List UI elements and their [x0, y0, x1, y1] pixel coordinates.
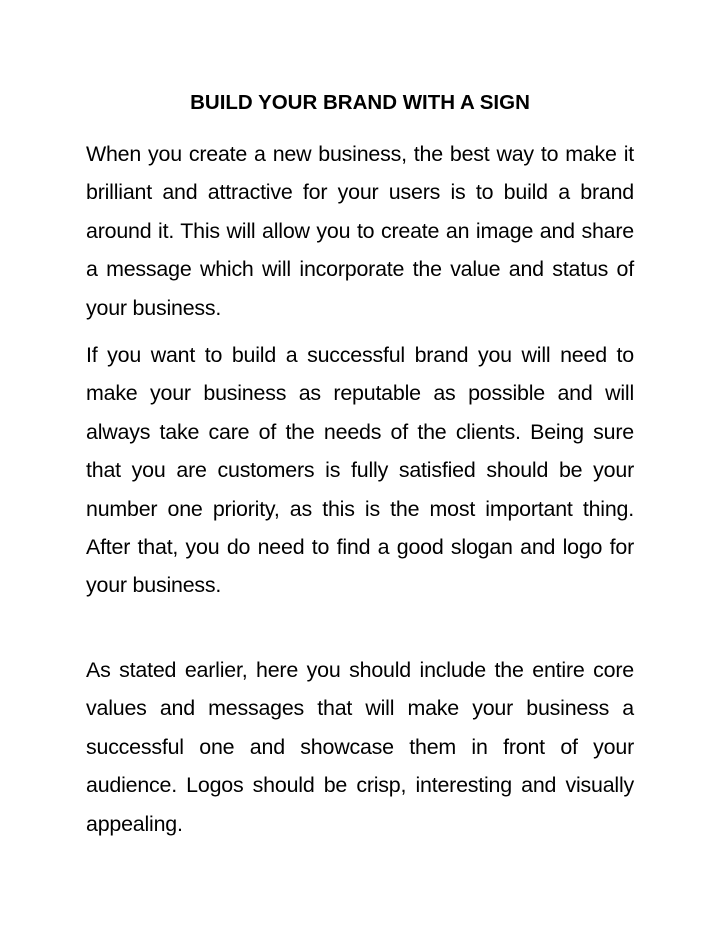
paragraph-3: As stated earlier, here you should include the entire core values and messages that will make your business a successful one and showcase them in front of your audience. Logos should be crisp, interesting and visually appealing.: [86, 658, 634, 836]
document-title: BUILD YOUR BRAND WITH A SIGN: [190, 91, 530, 114]
paragraph-1: When you create a new business, the best way to make it brilliant and attractive for your users is to build a brand around it. This will allow you to create an image and share a message which will incorporate the value and status of your business.: [86, 142, 634, 320]
paragraph-2: If you want to build a successful brand you will need to make your business as reputable as possible and will always take care of the needs of the clients. Being sure that you are customers is fully satisfied should be your number one priority, as this is the most important thing. After that, you do need to find a good slogan and logo for your business.: [86, 343, 634, 598]
